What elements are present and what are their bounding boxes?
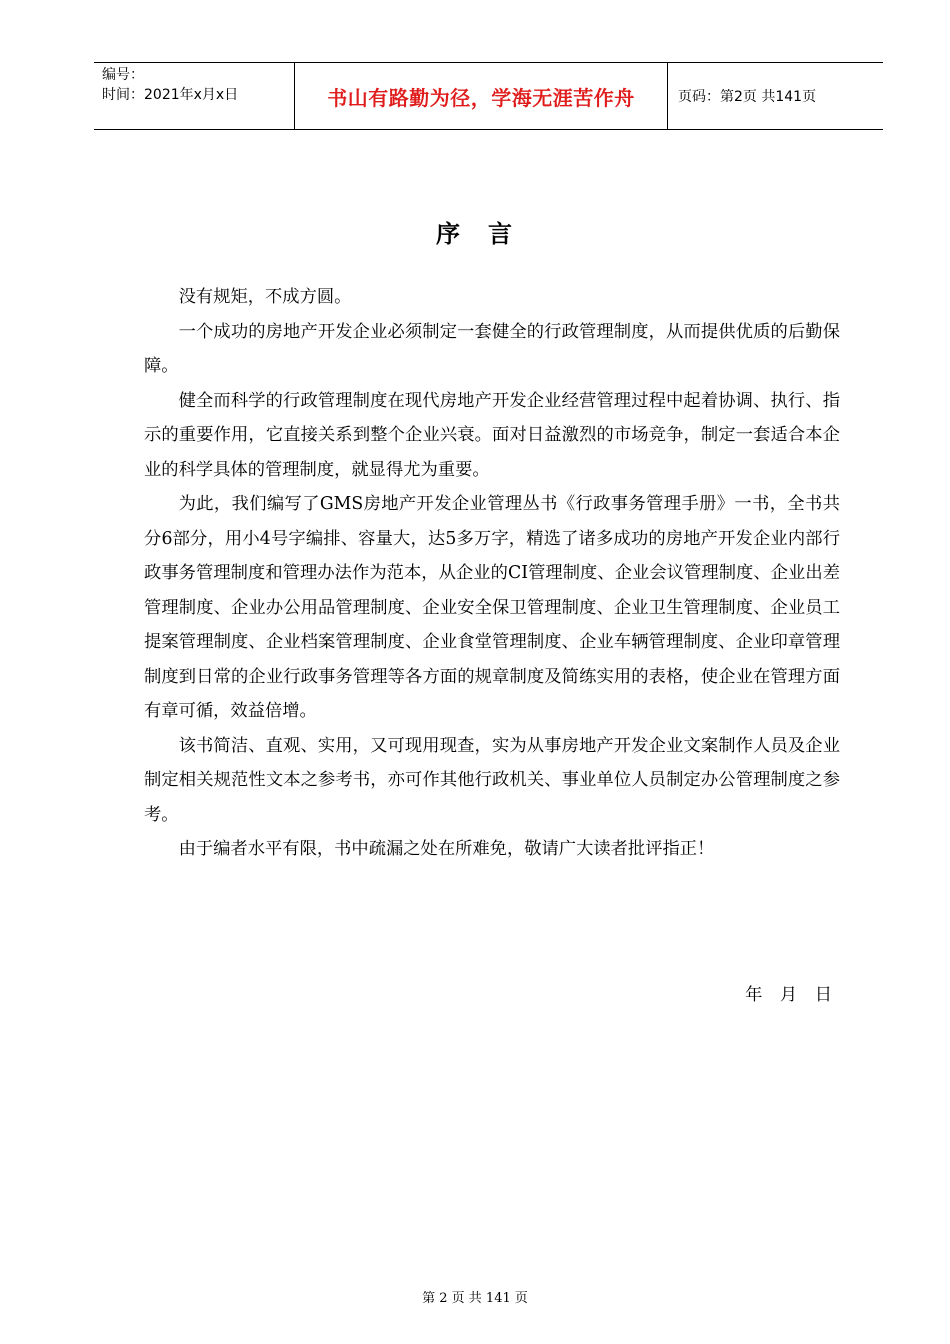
page-header — [94, 62, 883, 130]
header-motto: 书山有路勤为径，学海无涯苦作舟 — [327, 85, 635, 110]
header-time-label: 时间：2021年x月x日 — [102, 87, 239, 103]
header-motto-cell — [295, 63, 668, 129]
document-body — [144, 280, 840, 867]
header-page-cell — [668, 63, 883, 129]
header-number-label: 编号： — [102, 67, 144, 83]
signature-date: 年 月 日 — [745, 985, 832, 1005]
page-footer: 第 2 页 共 141 页 — [422, 1291, 528, 1306]
header-meta — [94, 63, 295, 129]
paragraph: 健全而科学的行政管理制度在现代房地产开发企业经营管理过程中起着协调、执行、指示的重要作用，它直接关系到整个企业兴衰。面对日益激烈的市场竞争，制定一套适合本企业的科学具体的管理制度，就显得尤为重要。 — [144, 390, 840, 480]
paragraph: 没有规矩，不成方圆。 — [178, 287, 352, 307]
paragraph: 为此，我们编写了GMS房地产开发企业管理丛书《行政事务管理手册》一书，全书共分6部分，用小4号字编排、容量大，达5多万字，精选了诸多成功的房地产开发企业内部行政事务管理制度和管理办法作为范本，从企业的CI管理制度、企业会议管理制度、企业出差管理制度、企业办公用品管理制度、企业安全保卫管理制度、企业卫生管理制度、企业员工提案管理制度、企业档案管理制度、企业食堂管理制度、企业车辆管理制度、企业印章管理制度到日常的企业行政事务管理等各方面的规章制度及简练实用的表格，使企业在管理方面有章可循，效益倍增。 — [144, 494, 840, 721]
document-title: 序 言 — [436, 220, 514, 248]
paragraph: 该书简洁、直观、实用，又可现用现查，实为从事房地产开发企业文案制作人员及企业制定相关规范性文本之参考书，亦可作其他行政机关、事业单位人员制定办公管理制度之参考。 — [144, 735, 840, 825]
header-page-info: 页码：第2页 共141页 — [678, 89, 817, 105]
paragraph: 一个成功的房地产开发企业必须制定一套健全的行政管理制度，从而提供优质的后勤保障。 — [144, 321, 840, 376]
paragraph: 由于编者水平有限，书中疏漏之处在所难免，敬请广大读者批评指正！ — [178, 839, 715, 859]
